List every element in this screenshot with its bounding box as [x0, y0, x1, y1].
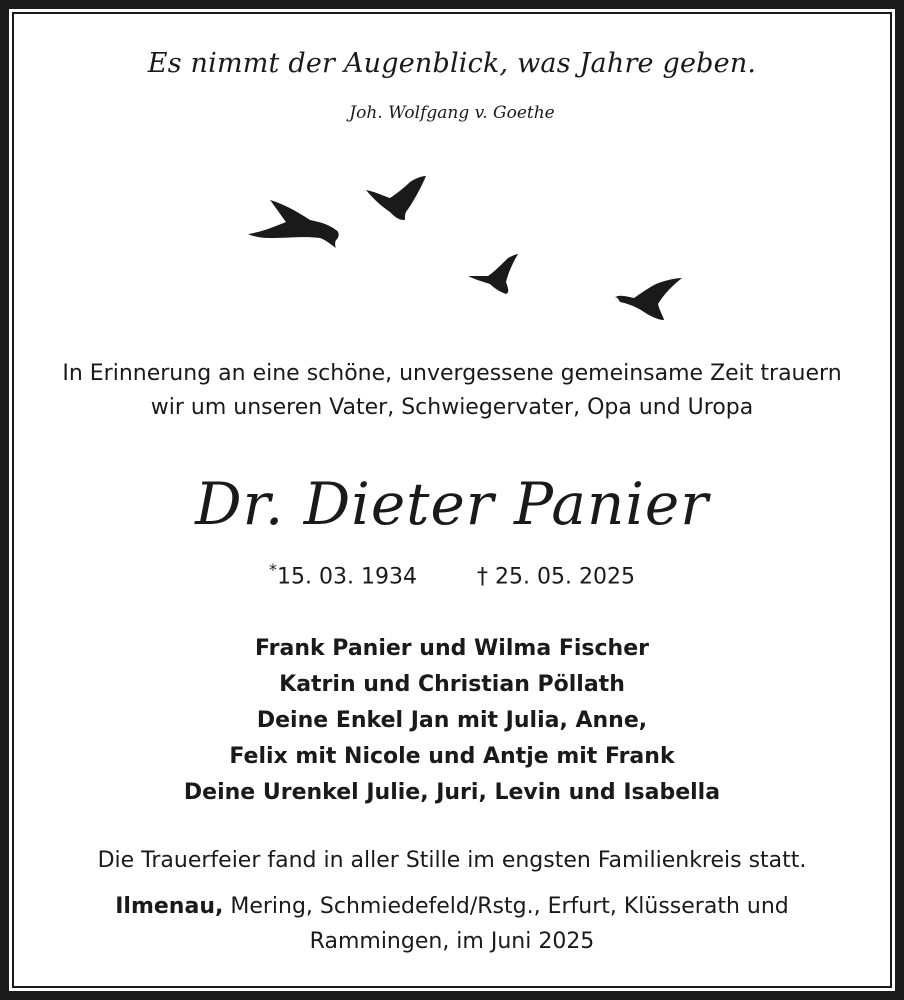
life-dates: [0, 560, 904, 589]
intro-line-2: wir um unseren Vater, Schwiegervater, Opa und Uropa: [150, 395, 754, 420]
bird-icon: [366, 176, 426, 220]
quote-text: Es nimmt der Augenblick, was Jahre geben.: [147, 48, 757, 79]
family-line: Katrin und Christian Pöllath: [279, 672, 625, 697]
bird-icon: [248, 200, 339, 248]
quote-author: Joh. Wolfgang v. Goethe: [349, 103, 555, 123]
bird-icon: [468, 254, 518, 294]
birth-date: 15. 03. 1934: [277, 564, 417, 590]
deceased-name: Dr. Dieter Panier: [195, 470, 709, 538]
places-line-2: Rammingen, im Juni 2025: [309, 929, 595, 954]
funeral-notice: Die Trauerfeier fand in aller Stille im engsten Familienkreis statt.: [97, 848, 807, 873]
places-line-1: [0, 894, 904, 919]
intro-line-1: In Erinnerung an eine schöne, unvergessene gemeinsame Zeit trauern: [62, 361, 842, 386]
main-place: Ilmenau,: [115, 894, 224, 919]
other-places: Mering, Schmiedefeld/Rstg., Erfurt, Klüsserath und: [223, 894, 789, 919]
death-date: 25. 05. 2025: [495, 564, 635, 590]
death-symbol: †: [477, 564, 488, 590]
family-line: Felix mit Nicole und Antje mit Frank: [229, 744, 675, 769]
family-line: Deine Enkel Jan mit Julia, Anne,: [256, 708, 648, 733]
birth-symbol: *: [269, 560, 278, 579]
family-line: Frank Panier und Wilma Fischer: [255, 636, 649, 661]
flying-birds-icon: [240, 168, 700, 328]
bird-icon: [614, 278, 682, 320]
family-line: Deine Urenkel Julie, Juri, Levin und Isabella: [183, 780, 721, 805]
